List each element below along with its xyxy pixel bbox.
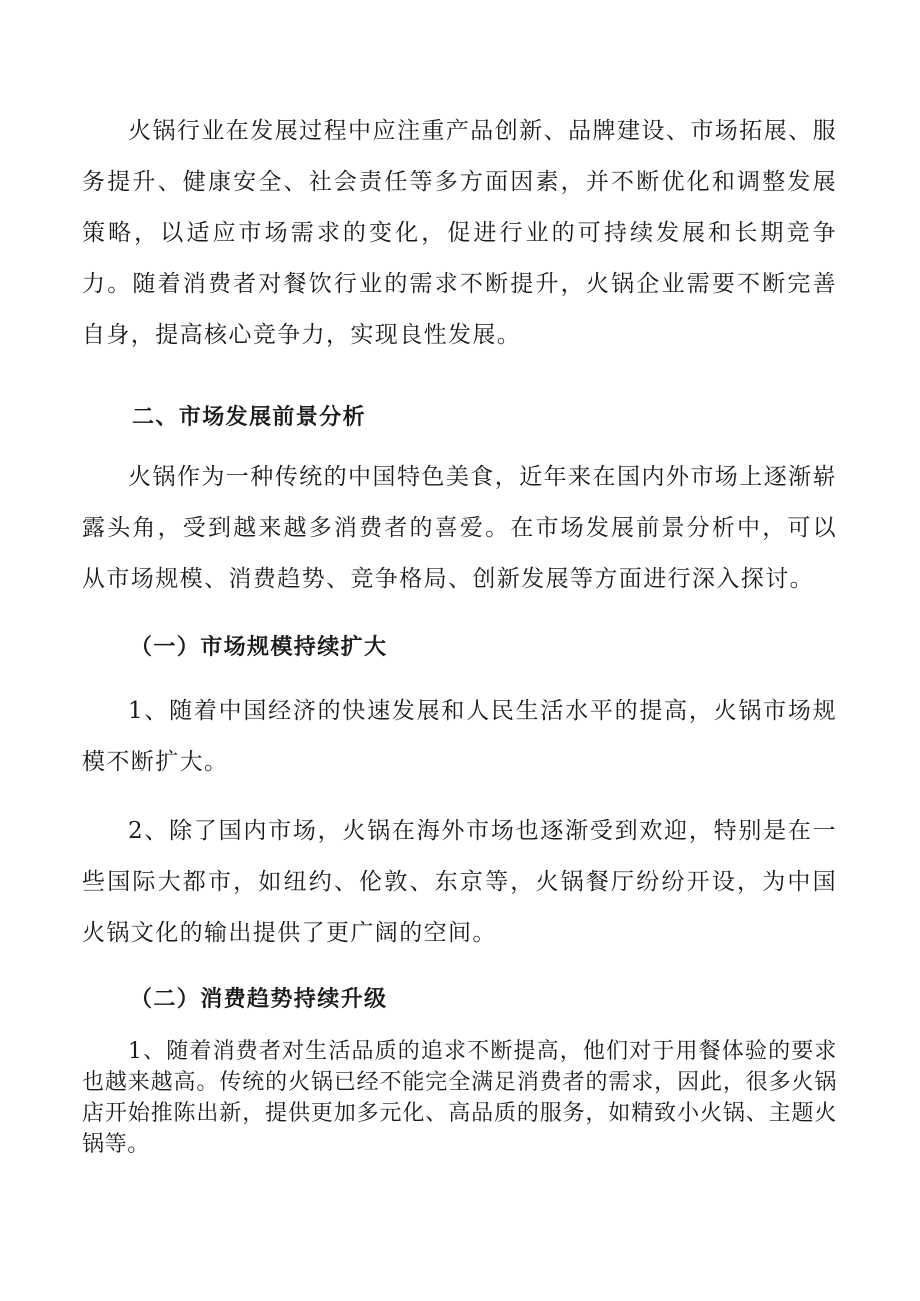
list-item-market-scale-2: 2、除了国内市场，火锅在海外市场也逐渐受到欢迎，特别是在一些国际大都市，如纽约、伦敦、东京等，火锅餐厅纷纷开设，为中国火锅文化的输出提供了更广阔的空间。 [82,818,837,946]
subheading-consumption-trend: （二）消费趋势持续升级 [130,986,388,1012]
subheading-market-scale: （一）市场规模持续扩大 [130,634,388,660]
market-outlook-paragraph: 火锅作为一种传统的中国特色美食，近年来在国内外市场上逐渐崭露头角，受到越来越多消费者的喜爱。在市场发展前景分析中，可以从市场规模、消费趋势、竞争格局、创新发展等方面进行深入探讨。 [82,464,837,592]
list-item-consumption-trend-1: 1、随着消费者对生活品质的追求不断提高，他们对于用餐体验的要求也越来越高。传统的火锅已经不能完全满足消费者的需求，因此，很多火锅店开始推陈出新，提供更加多元化、高品质的服务，如精致小火锅、主题火锅等。 [82,1039,837,1157]
section-heading: 二、市场发展前景分析 [132,404,367,430]
intro-paragraph: 火锅行业在发展过程中应注重产品创新、品牌建设、市场拓展、服务提升、健康安全、社会责任等多方面因素，并不断优化和调整发展策略，以适应市场需求的变化，促进行业的可持续发展和长期竞争力。随着消费者对餐饮行业的需求不断提升，火锅企业需要不断完善自身，提高核心竞争力，实现良性发展。 [82,118,837,348]
list-item-market-scale-1: 1、随着中国经济的快速发展和人民生活水平的提高，火锅市场规模不断扩大。 [82,698,837,775]
